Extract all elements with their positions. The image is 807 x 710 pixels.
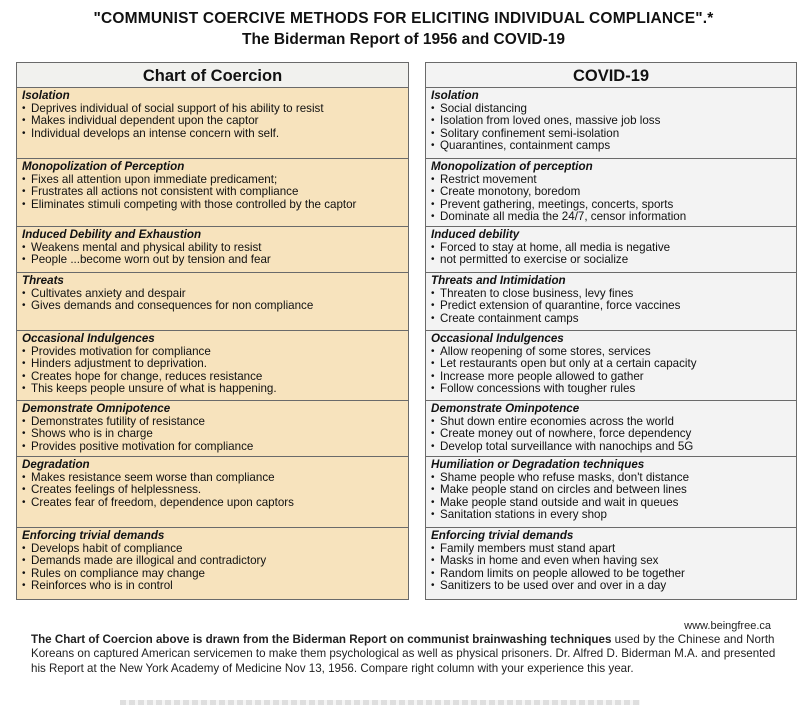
right-section [426,527,796,599]
bullet-item: • Masks in home and even when having sex [431,555,792,568]
bullet-list [431,242,792,267]
section-title: Induced debility [431,228,520,241]
bullet-item: • People ...become worn out by tension and fear [22,254,404,267]
bullet-list [22,288,404,313]
bullet-item: • Reinforces who is in control [22,580,404,593]
right-section [426,88,796,158]
bullet-item: • Makes individual dependent upon the captor [22,115,404,128]
bullet-item: • Creates fear of freedom, dependence upon captors [22,497,404,510]
section-title: Induced Debility and Exhaustion [22,228,202,241]
bullet-list [431,174,792,224]
bullet-item: • Individual develops an intense concern with self. [22,128,404,141]
section-title: Occasional Indulgences [22,332,155,345]
bullet-item: • Make people stand outside and wait in queues [431,497,792,510]
bullet-item: • Restrict movement [431,174,792,187]
left-section [17,226,408,272]
left-section [17,400,408,456]
bullet-item: • Solitary confinement semi-isolation [431,128,792,141]
bullet-item: • Fixes all attention upon immediate predicament; [22,174,404,187]
bullet-list [431,416,792,454]
bullet-list [22,174,404,212]
section-title: Demonstrate Omnipotence [22,402,171,415]
covid-table [425,88,797,600]
bullet-item: • Create containment camps [431,313,792,326]
bullet-item: • Hinders adjustment to deprivation. [22,358,404,371]
bullet-item: • Creates hope for change, reduces resistance [22,371,404,384]
bullet-item: • Quarantines, containment camps [431,140,792,153]
bullet-list [431,472,792,522]
bullet-list [431,346,792,396]
bullet-item: • Shut down entire economies across the world [431,416,792,429]
bullet-item: • Follow concessions with tougher rules [431,383,792,396]
bullet-item: • Makes resistance seem worse than compliance [22,472,404,485]
bullet-item: • Dominate all media the 24/7, censor information [431,211,792,224]
bullet-item: • Threaten to close business, levy fines [431,288,792,301]
bullet-item: • Sanitation stations in every shop [431,509,792,522]
footnote-text: used by the Chinese and North Koreans on captured American servicemen to make them psychological as well as physical prisoners. Dr. Alfred D. Biderman M.A. and presented his Report at the New York Academy of Medicine Nov 13, 1956. Compare right column with your experience this year. [31,633,776,675]
bullet-item: • Allow reopening of some stores, services [431,346,792,359]
bullet-item: • Cultivates anxiety and despair [22,288,404,301]
coercion-table [16,88,409,600]
bullet-item: • not permitted to exercise or socialize [431,254,792,267]
bullet-item: • Make people stand on circles and between lines [431,484,792,497]
bullet-list [431,543,792,593]
bullet-item: • Let restaurants open but only at a certain capacity [431,358,792,371]
bullet-item: • Weakens mental and physical ability to resist [22,242,404,255]
bullet-item: • Demonstrates futility of resistance [22,416,404,429]
bullet-list [22,103,404,141]
bullet-item: • Isolation from loved ones, massive job loss [431,115,792,128]
bullet-list [22,472,404,510]
bullet-item: • Increase more people allowed to gather [431,371,792,384]
footnote-bold: The Chart of Coercion above is drawn from the Biderman Report on communist brainwashing techniques [31,633,612,646]
covid-column-heading: COVID-19 [425,62,797,88]
section-title: Degradation [22,458,90,471]
bullet-item: • Shows who is in charge [22,428,404,441]
cropped-text-line [120,700,640,705]
right-section [426,400,796,456]
section-title: Isolation [22,89,70,102]
section-title: Demonstrate Ominpotence [431,402,580,415]
right-section [426,456,796,527]
right-section [426,158,796,226]
bullet-item: • Provides motivation for compliance [22,346,404,359]
bullet-list [22,242,404,267]
section-title: Humiliation or Degradation techniques [431,458,645,471]
coercion-column-heading: Chart of Coercion [16,62,409,88]
bullet-list [431,288,792,326]
page-title: "COMMUNIST COERCIVE METHODS FOR ELICITING INDIVIDUAL COMPLIANCE".* [93,10,714,27]
bullet-item: • Create monotony, boredom [431,186,792,199]
bullet-item: • Provides positive motivation for compliance [22,441,404,454]
left-section [17,272,408,330]
bullet-item: • Eliminates stimuli competing with those controlled by the captor [22,199,404,212]
bullet-list [22,346,404,396]
left-section [17,330,408,400]
section-title: Monopolization of Perception [22,160,185,173]
bullet-item: • Demands made are illogical and contradictory [22,555,404,568]
section-title: Enforcing trivial demands [22,529,165,542]
section-title: Monopolization of perception [431,160,593,173]
footnote [31,633,781,676]
bullet-item: • Deprives individual of social support of his ability to resist [22,103,404,116]
section-title: Isolation [431,89,479,102]
section-title: Occasional Indulgences [431,332,564,345]
bullet-item: • Sanitizers to be used over and over in a day [431,580,792,593]
bullet-item: • Creates feelings of helplessness. [22,484,404,497]
bullet-item: • Develop total surveillance with nanochips and 5G [431,441,792,454]
bullet-item: • Forced to stay at home, all media is negative [431,242,792,255]
bullet-list [22,416,404,454]
covid-column [425,62,797,600]
left-section [17,158,408,226]
bullet-item: • Family members must stand apart [431,543,792,556]
right-section [426,330,796,400]
bullet-list [22,543,404,593]
bullet-item: • Predict extension of quarantine, force vaccines [431,300,792,313]
bullet-item: • Frustrates all actions not consistent with compliance [22,186,404,199]
bullet-item: • Rules on compliance may change [22,568,404,581]
page-subtitle: The Biderman Report of 1956 and COVID-19 [242,31,565,48]
bullet-item: • Create money out of nowhere, force dependency [431,428,792,441]
bullet-item: • Prevent gathering, meetings, concerts, sports [431,199,792,212]
website-credit: www.beingfree.ca [684,620,771,632]
bullet-item: • This keeps people unsure of what is happening. [22,383,404,396]
bullet-item: • Random limits on people allowed to be together [431,568,792,581]
bullet-item: • Shame people who refuse masks, don't distance [431,472,792,485]
bullet-item: • Develops habit of compliance [22,543,404,556]
section-title: Enforcing trivial demands [431,529,574,542]
right-section [426,272,796,330]
bullet-item: • Social distancing [431,103,792,116]
right-section [426,226,796,272]
bullet-item: • Gives demands and consequences for non compliance [22,300,404,313]
coercion-column [16,62,409,600]
bullet-list [431,103,792,153]
section-title: Threats and Intimidation [431,274,566,287]
left-section [17,527,408,599]
section-title: Threats [22,274,64,287]
left-section [17,88,408,158]
left-section [17,456,408,527]
